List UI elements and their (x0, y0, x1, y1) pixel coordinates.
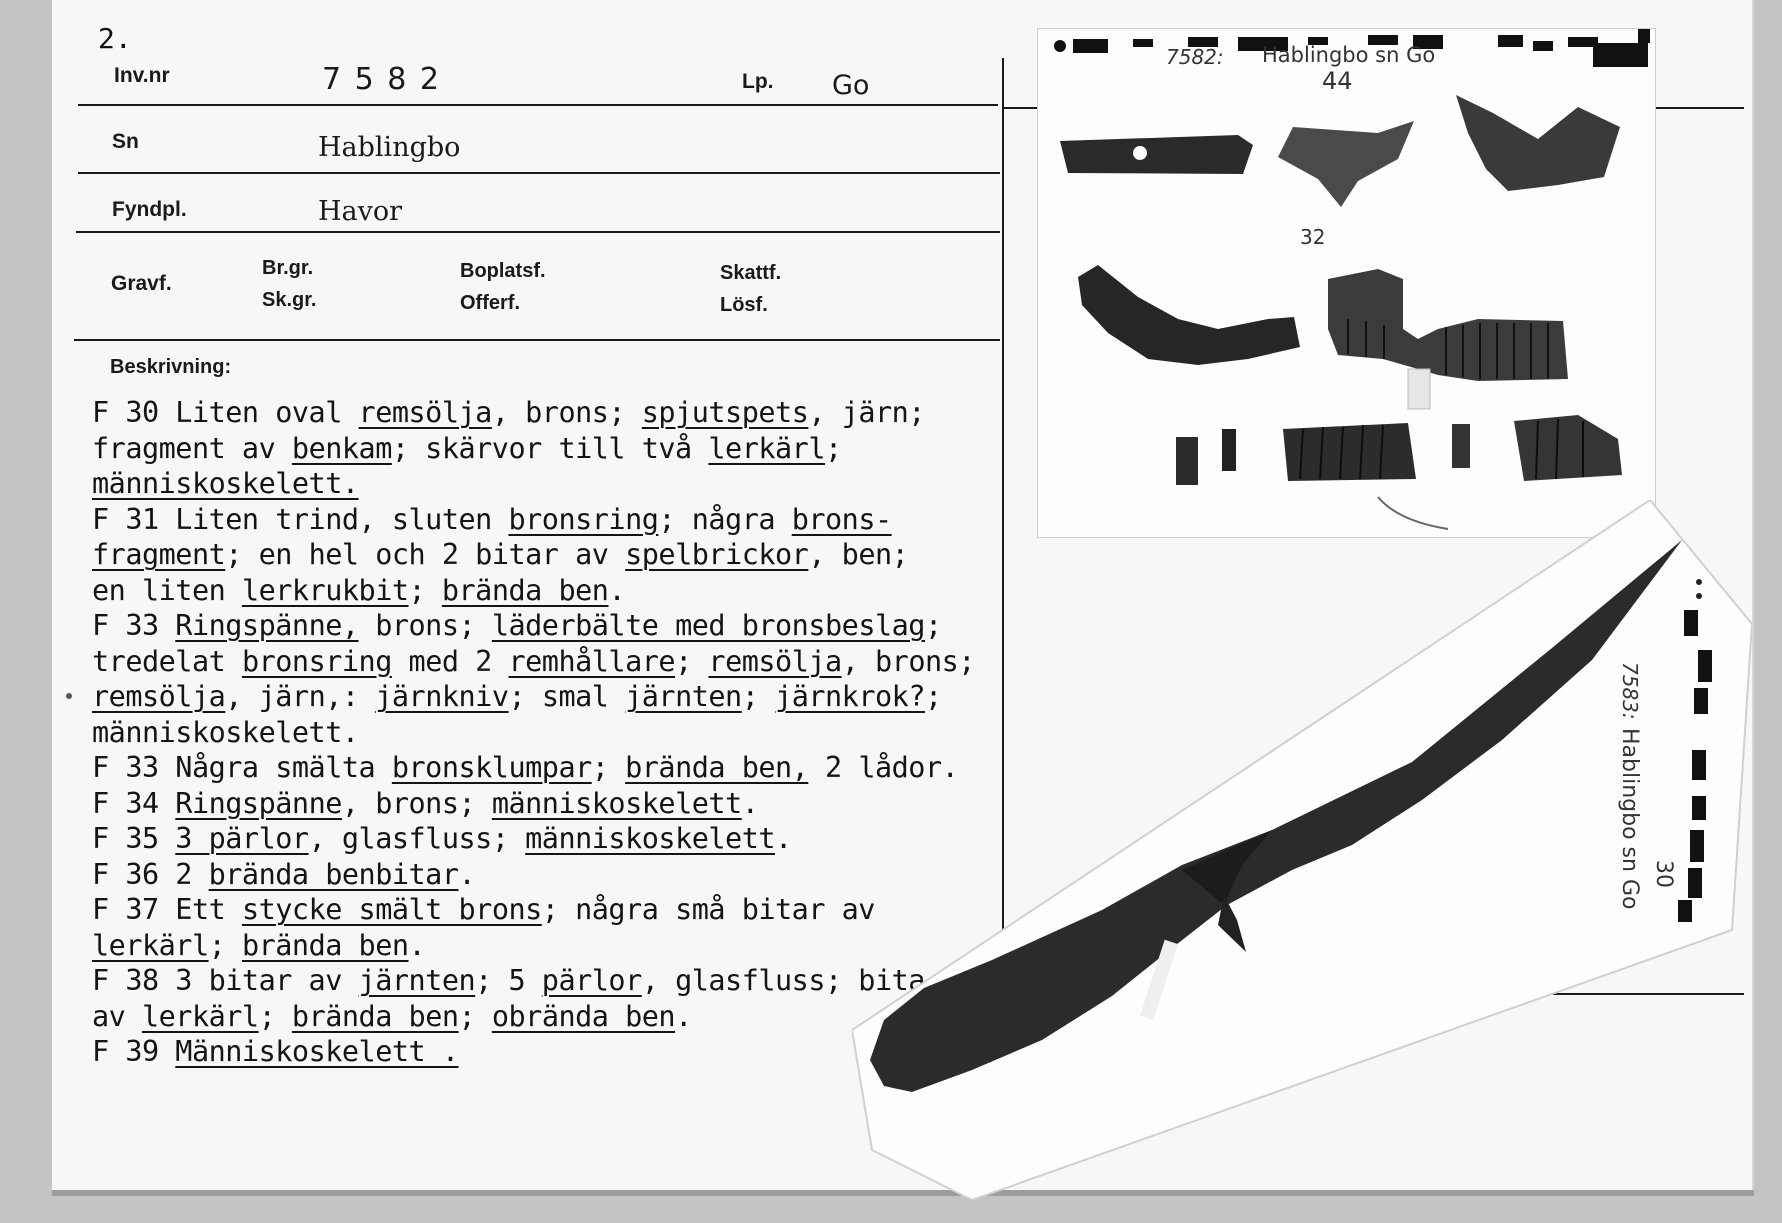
description-segment: fragment av (92, 431, 292, 465)
lp-label: Lp. (742, 70, 774, 93)
description-segment: ; skärvor till två (391, 431, 709, 465)
br-gr-label: Br.gr. (262, 257, 314, 279)
card-number: 2. (98, 22, 132, 55)
description-segment: ; (408, 573, 442, 607)
sn-value: Hablingbo (318, 132, 461, 163)
inv-nr-value: 7 5 8 2 (322, 62, 441, 97)
description-segment: . (741, 786, 759, 820)
underlined-term: stycke smält brons (241, 893, 542, 926)
underlined-term: spjutspets (641, 396, 809, 429)
rule-fyndpl (76, 231, 1000, 233)
underlined-term: brända ben (241, 928, 409, 962)
underlined-term: remsölja (92, 680, 226, 713)
description-segment: ; (924, 680, 942, 713)
spear-inv-label: 7583: (1618, 662, 1642, 720)
photo-inv-label: 7582: (1166, 45, 1224, 69)
description-segment: , järn; (808, 396, 925, 429)
underlined-term: järnkniv (375, 680, 509, 713)
underlined-term: Ringspänne (175, 786, 342, 820)
underlined-term: Ringspänne, (175, 609, 359, 642)
description-segment: F 34 (92, 786, 176, 820)
description-segment: F 33 (92, 609, 176, 642)
description-segment: ; 5 (475, 964, 542, 997)
description-segment: ; (458, 999, 492, 1033)
underlined-term: järnten (358, 964, 476, 997)
underlined-term: spelbrickor (625, 538, 809, 571)
description-segment: ; (591, 751, 626, 784)
description-segment: . (408, 928, 426, 962)
beskrivning-label: Beskrivning: (110, 356, 232, 378)
underlined-term: människoskelett (525, 822, 776, 855)
photo-number-a: 44 (1322, 67, 1353, 95)
description-segment: ; några (658, 502, 792, 536)
skattf-label: Skattf. (720, 262, 782, 284)
fyndpl-label: Fyndpl. (112, 198, 187, 221)
underlined-term: lerkärl (141, 999, 259, 1033)
underlined-term: brons- (791, 502, 892, 536)
fragments-illustration (1038, 29, 1655, 537)
underlined-term: människoskelett. (92, 467, 359, 500)
description-segment: F 30 Liten oval (92, 396, 359, 429)
description-segment: . (608, 573, 626, 607)
underlined-term: remhållare (508, 644, 676, 678)
description-segment: med 2 (391, 644, 509, 678)
underlined-term: bronsring (508, 502, 659, 536)
gravf-label: Gravf. (111, 272, 172, 295)
description-line (92, 466, 1022, 502)
underlined-term: järnkrok? (775, 680, 925, 713)
description-segment: . (775, 822, 792, 855)
underlined-term: benkam (291, 431, 392, 465)
underlined-term: människoskelett (491, 786, 742, 820)
description-segment: F 39 (92, 1035, 176, 1068)
description-segment: en liten (92, 573, 242, 607)
description-segment: , glasfluss; (308, 822, 526, 855)
underlined-term: remsölja (358, 396, 492, 429)
description-segment: . (675, 999, 692, 1033)
lp-value: Go (832, 70, 870, 101)
underlined-term: lerkärl (92, 928, 209, 962)
underlined-term: bronsklumpar (391, 751, 592, 784)
description-segment: F 38 3 bitar av (92, 964, 359, 997)
underlined-term: obrända ben (491, 999, 676, 1033)
underlined-term: remsölja (708, 644, 842, 678)
description-segment: tredelat (92, 644, 242, 678)
sn-label: Sn (112, 130, 139, 153)
underlined-term: lerkärl (708, 431, 825, 465)
description-segment: ; några små bitar av (541, 893, 875, 926)
description-segment: av (92, 999, 142, 1033)
photo-place-label: Hablingbo sn Go (1262, 43, 1436, 67)
fyndpl-value: Havor (318, 196, 403, 227)
underlined-term: lerkrukbit (241, 573, 409, 607)
underlined-term: bronsring (241, 644, 392, 678)
description-segment: människoskelett. (92, 715, 359, 749)
rule-gravf (74, 339, 1000, 341)
description-segment: F 36 2 (92, 857, 209, 891)
underlined-term: läderbälte med bronsbeslag (491, 609, 925, 642)
description-segment: ; (258, 999, 292, 1033)
description-segment: F 33 Några smälta (92, 751, 392, 784)
description-segment: 2 lådor. (808, 751, 959, 784)
underlined-term: brända benbitar (208, 857, 459, 891)
description-segment: F 37 Ett (92, 893, 242, 926)
sk-gr-label: Sk.gr. (262, 289, 317, 311)
underlined-term: Människoskelett . (175, 1035, 459, 1068)
description-line (92, 431, 1022, 467)
underlined-term: pärlor (541, 964, 642, 997)
description-segment: , järn,: (225, 680, 376, 713)
inv-nr-label: Inv.nr (114, 64, 170, 87)
description-segment: brons; (358, 609, 492, 642)
underlined-term: brända ben (441, 573, 609, 607)
underlined-term: fragment (92, 538, 226, 571)
description-segment: ; en hel och 2 bitar av (225, 538, 626, 571)
description-segment: , brons; (841, 644, 975, 678)
description-segment: . (458, 857, 476, 891)
photo-spearhead (852, 500, 1752, 1200)
description-segment: , brons; (491, 396, 642, 429)
description-segment: ; (208, 928, 242, 962)
underlined-term: brända ben (291, 999, 459, 1033)
spear-number-label: 30 (1651, 860, 1676, 888)
description-segment: ; (824, 431, 842, 465)
margin-mark (66, 693, 72, 699)
underlined-term: järnten (625, 680, 742, 713)
description-segment: F 31 Liten trind, sluten (92, 502, 509, 536)
rule-inv (78, 104, 998, 106)
photo-number-b: 32 (1300, 225, 1326, 249)
rule-sn (78, 172, 1000, 174)
boplatsf-label: Boplatsf. (460, 260, 546, 282)
description-segment: ; (924, 609, 942, 642)
losf-label: Lösf. (720, 294, 768, 316)
photo-fragments (1037, 28, 1656, 538)
underlined-term: 3 pärlor (175, 822, 309, 855)
spear-place-label: Hablingbo sn Go (1617, 728, 1642, 910)
description-segment: F 35 (92, 822, 176, 855)
description-segment: , ben; (808, 538, 909, 571)
description-segment: , glasfluss; bita (641, 964, 925, 997)
description-segment: , brons; (341, 786, 492, 820)
underlined-term: brända ben, (625, 751, 809, 784)
description-segment: ; (741, 680, 776, 713)
description-segment: ; (675, 644, 709, 678)
description-line (92, 395, 1022, 431)
description-segment: ; smal (508, 680, 626, 713)
offerf-label: Offerf. (460, 292, 520, 314)
